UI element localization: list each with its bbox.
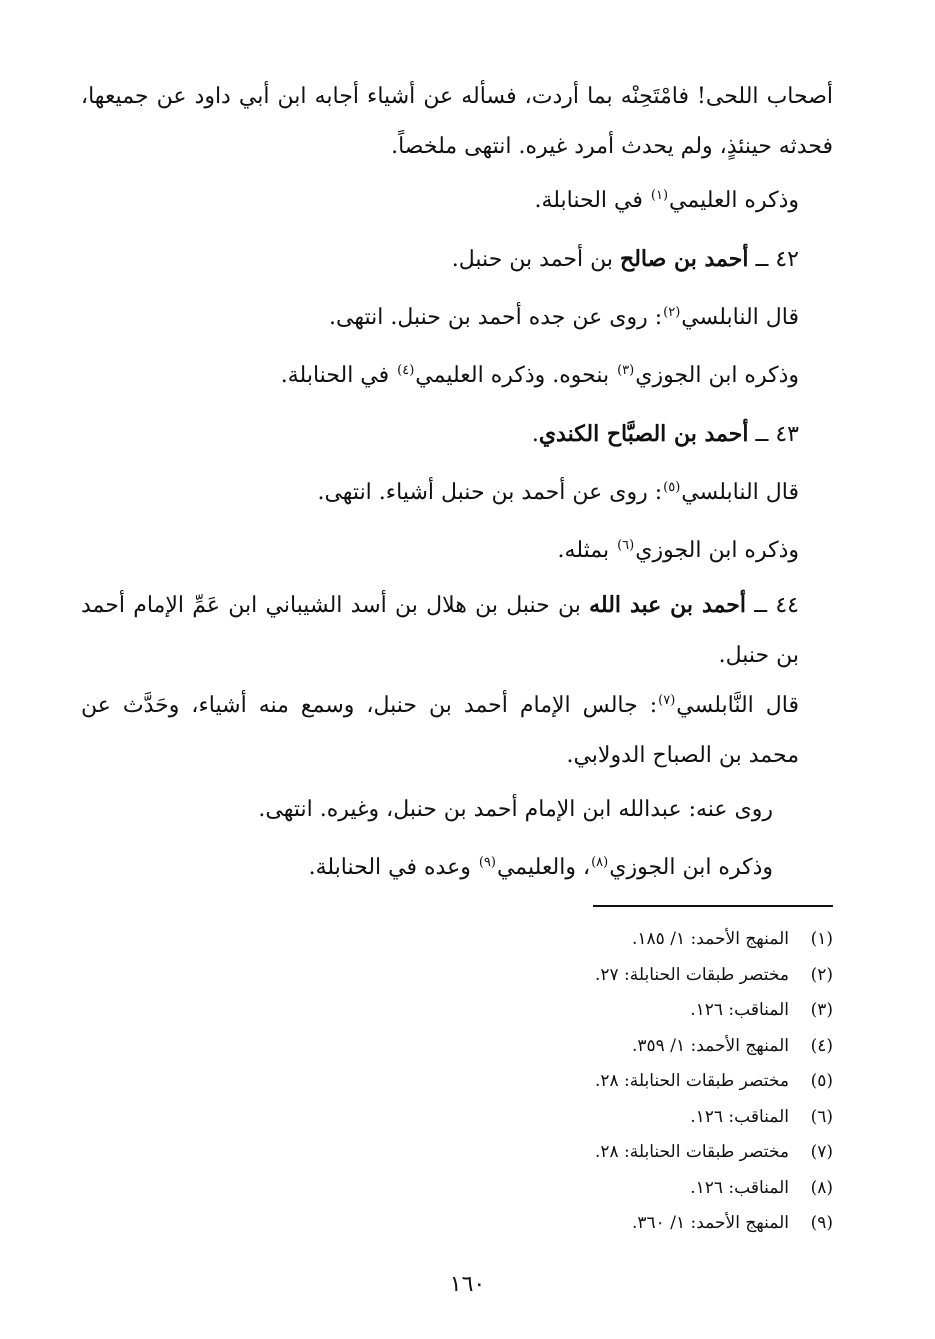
paragraph-text: وذكره ابن الجوزي — [635, 538, 799, 563]
footnote — [333, 958, 833, 994]
footnote-number: (٢) — [810, 964, 833, 985]
paragraph-text: بمثله. — [557, 538, 617, 563]
footnote-number: (٧) — [810, 1142, 833, 1162]
paragraph-text: : روى عن جده أحمد بن حنبل. انتهى. — [329, 305, 663, 330]
entry-name: أحمد بن عبد الله — [589, 592, 746, 618]
footnote — [333, 1206, 833, 1242]
paragraph-text: في الحنابلة. — [280, 363, 397, 388]
entry-number: ٤٢ ــ — [748, 247, 799, 272]
paragraph — [81, 347, 833, 405]
paragraph — [81, 522, 833, 580]
footnote — [333, 1135, 833, 1171]
footnote-number: (٨) — [810, 1177, 833, 1198]
footnote-ref: (٩) — [478, 854, 496, 870]
footnote — [333, 1064, 833, 1100]
paragraph — [81, 781, 833, 839]
footnote-number: (٣) — [810, 1000, 833, 1020]
entry-heading — [81, 405, 833, 464]
footnote-text: مختصر طبقات الحنابلة: ٢٨. — [594, 1071, 789, 1091]
entry-name: أحمد بن الصبَّاح الكندي — [538, 421, 749, 447]
paragraph-text: : روى عن أحمد بن حنبل أشياء. انتهى. — [317, 480, 663, 505]
footnote-ref: (٤) — [397, 362, 415, 378]
main-text — [81, 72, 833, 897]
footnote-text: المناقب: ١٢٦. — [690, 1177, 789, 1198]
footnote-text: المنهج الأحمد: ١/ ٣٥٩. — [632, 1035, 789, 1056]
footnote-text: المناقب: ١٢٦. — [690, 1000, 789, 1020]
paragraph-text: : جالس الإمام أحمد بن حنبل، وسمع منه أشياء، وحَدَّث عن محمد بن الصباح الدولابي. — [81, 693, 799, 768]
paragraph-continuation — [81, 72, 833, 172]
paragraph-text: في الحنابلة. — [534, 188, 650, 213]
entry-heading — [81, 230, 833, 289]
footnote-ref: (٧) — [658, 692, 676, 708]
paragraph-text: روى عنه: عبدالله ابن الإمام أحمد بن حنبل، وغيره. انتهى. — [258, 797, 773, 822]
paragraph — [81, 289, 833, 347]
footnote — [333, 1029, 833, 1065]
paragraph-text: قال النَّابلسي — [676, 693, 799, 718]
footnotes — [333, 922, 833, 1242]
footnote-number: (٥) — [810, 1071, 833, 1091]
footnote-text: مختصر طبقات الحنابلة: ٢٧. — [594, 964, 789, 985]
entry-number: ٤٤ ــ — [745, 593, 799, 618]
paragraph-text: أصحاب اللحى! فامْتَحِنْه بما أردت، فسأله عن أشياء أجابه ابن أبي داود عن جميعها، فحدثه حينئذٍ، ولم يحدث أمرد غيره. انتهى ملخصاً. — [81, 84, 833, 159]
footnote-ref: (٣) — [617, 362, 635, 378]
footnote-ref: (١) — [650, 187, 669, 203]
paragraph-text: وذكره العليمي — [669, 188, 799, 213]
entry-heading — [81, 580, 833, 681]
paragraph-text: وعده في الحنابلة. — [308, 855, 478, 880]
footnote — [333, 1100, 833, 1136]
footnote-text: المنهج الأحمد: ١/ ١٨٥. — [632, 929, 789, 949]
paragraph-text: قال النابلسي — [681, 305, 799, 330]
entry-number: ٤٣ ــ — [748, 422, 799, 447]
footnote-ref: (٨) — [591, 854, 609, 870]
paragraph — [81, 839, 833, 897]
entry-lineage: بن أحمد بن حنبل. — [451, 247, 620, 272]
paragraph-text: ، والعليمي — [496, 855, 591, 880]
footnote-text: المنهج الأحمد: ١/ ٣٦٠. — [632, 1213, 789, 1233]
paragraph — [81, 172, 833, 230]
paragraph-text: وذكره ابن الجوزي — [635, 363, 799, 388]
footnote — [333, 993, 833, 1029]
footnote — [333, 1171, 833, 1207]
page-number: ١٦٠ — [449, 1272, 486, 1297]
footnote-ref: (٦) — [617, 537, 635, 553]
paragraph — [81, 464, 833, 522]
paragraph-text: وذكره ابن الجوزي — [609, 855, 773, 880]
paragraph-text: بنحوه. وذكره العليمي — [415, 363, 617, 388]
paragraph — [81, 681, 833, 781]
footnote — [333, 922, 833, 958]
footnote-number: (٤) — [810, 1035, 833, 1056]
footnote-text: مختصر طبقات الحنابلة: ٢٨. — [594, 1142, 789, 1162]
entry-name: أحمد بن صالح — [620, 246, 749, 272]
footnote-number: (٦) — [810, 1106, 833, 1127]
footnote-number: (٩) — [810, 1213, 833, 1233]
footnote-ref: (٥) — [663, 479, 681, 495]
paragraph-text: قال النابلسي — [681, 480, 799, 505]
footnote-separator — [593, 905, 833, 907]
footnote-ref: (٢) — [663, 304, 681, 320]
footnote-number: (١) — [810, 929, 833, 949]
footnote-text: المناقب: ١٢٦. — [690, 1106, 789, 1127]
entry-lineage: بن حنبل بن هلال بن أسد الشيباني ابن عَمِّ الإمام أحمد بن حنبل. — [81, 593, 799, 668]
entry-lineage: . — [531, 422, 539, 447]
